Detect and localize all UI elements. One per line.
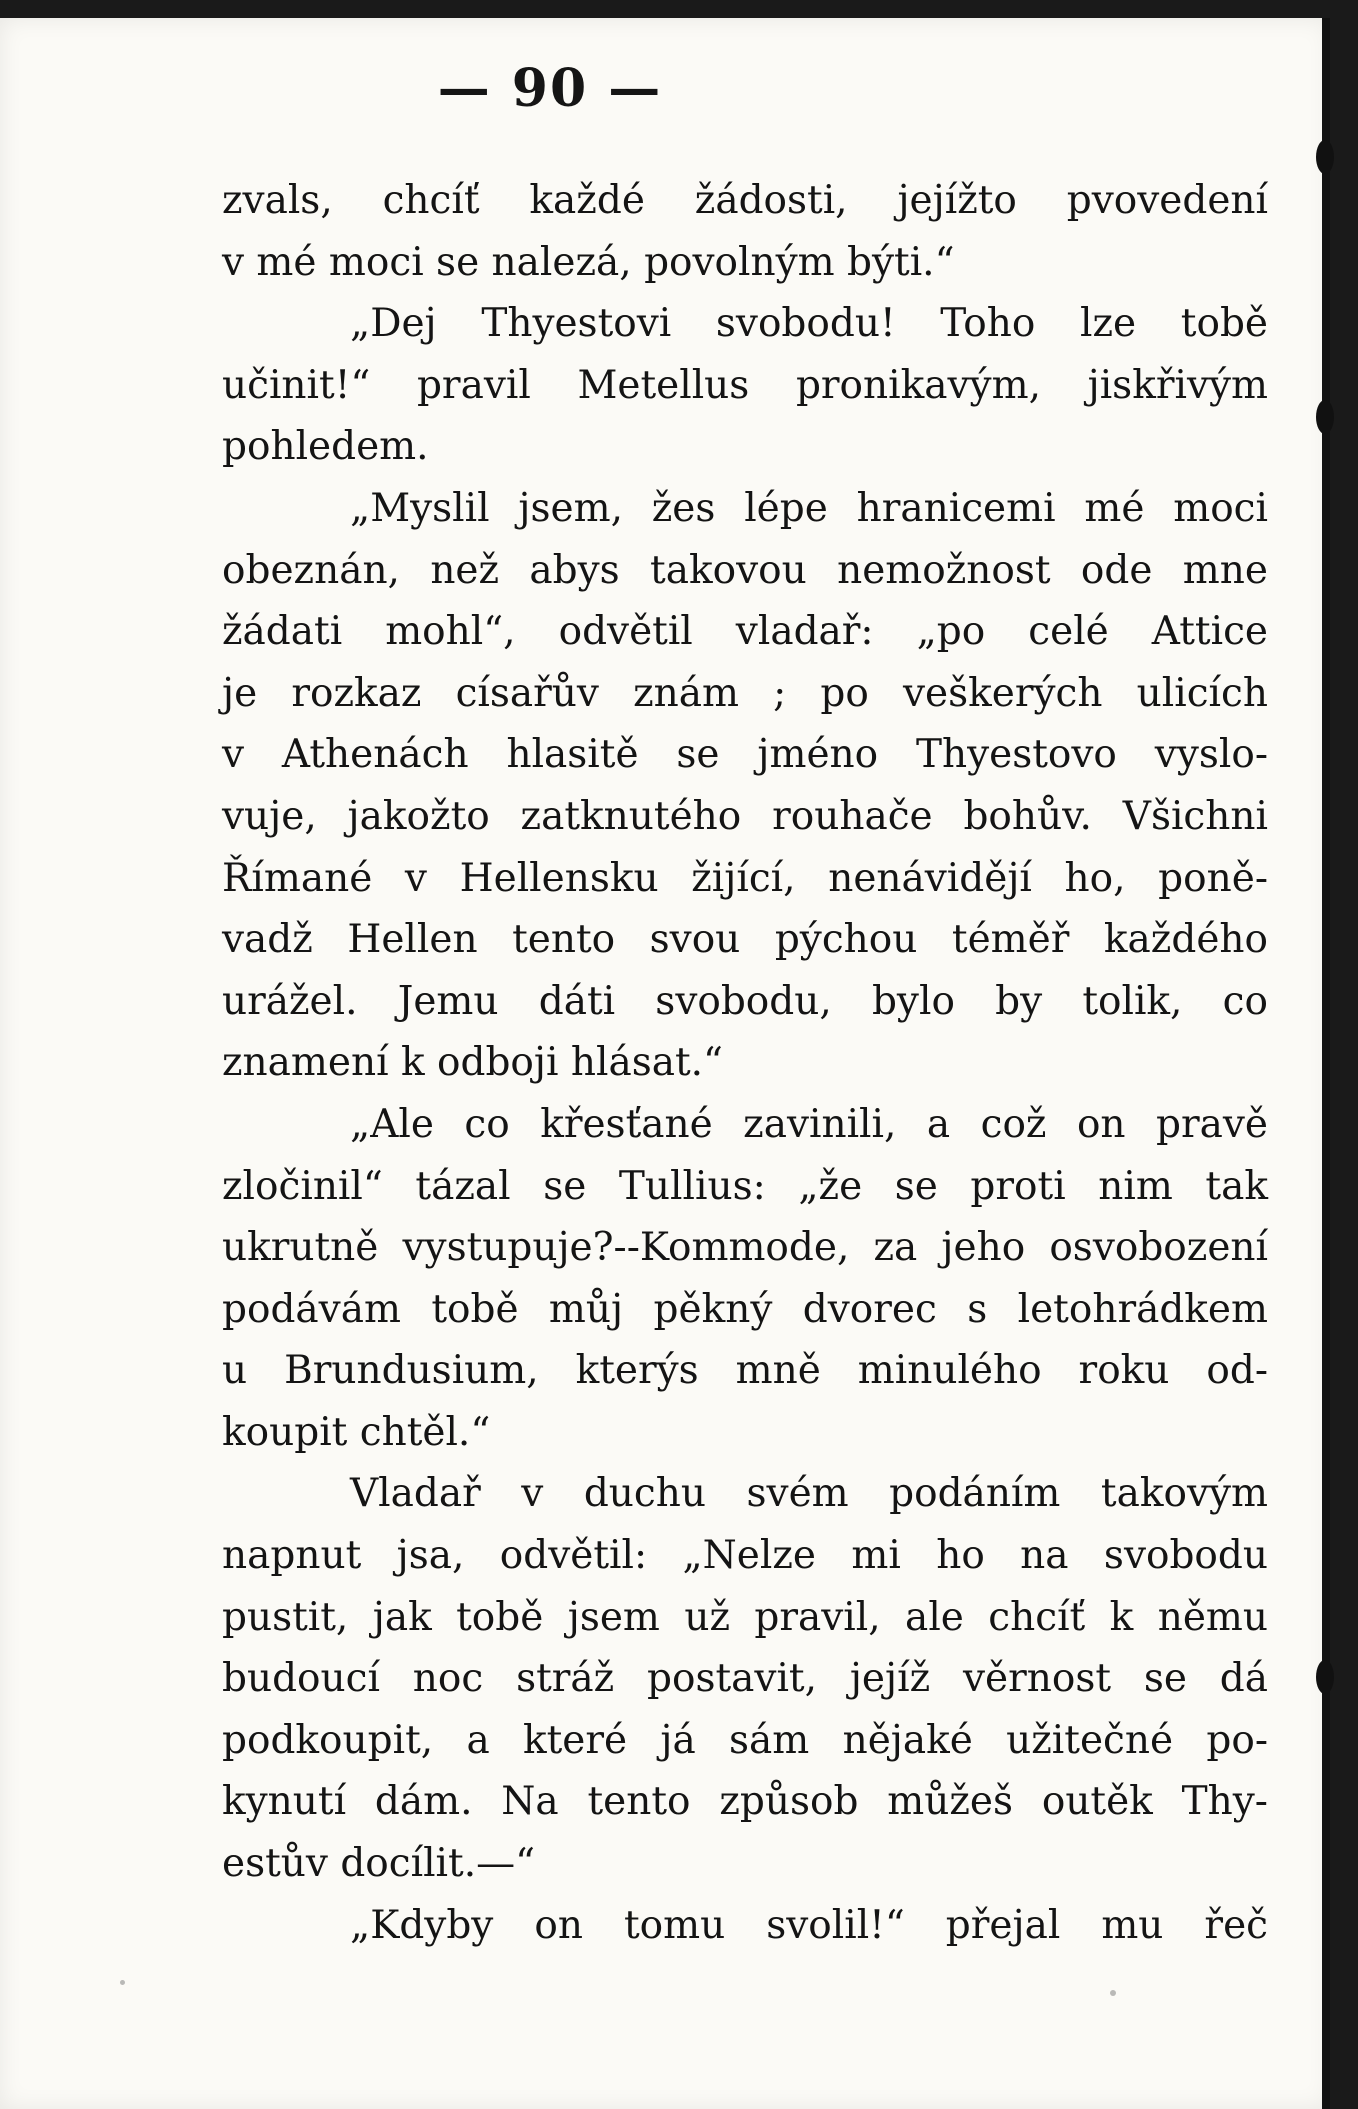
binding-edge — [1322, 18, 1330, 2109]
text-line: zločinil“ tázal se Tullius: „že se proti nim tak — [222, 1163, 1268, 1209]
text-line: učinit!“ pravil Metellus pronikavým, jiskřivým — [222, 362, 1268, 408]
text-line: znamení k odboji hlásat.“ — [222, 1040, 723, 1086]
text-line: v Athenách hlasitě se jméno Thyestovo vyslo- — [222, 732, 1268, 778]
text-line: Římané v Hellensku žijící, nenávidějí ho, poně- — [222, 855, 1268, 901]
text-line: „Kdyby on tomu svolil!“ přejal mu řeč — [350, 1902, 1268, 1948]
text-line: pustit, jak tobě jsem už pravil, ale chcíť k němu — [222, 1594, 1268, 1640]
text-line: estův docílit.—“ — [222, 1841, 536, 1887]
binding-mark — [1316, 140, 1334, 174]
page-number: — 90 — — [437, 58, 663, 119]
text-line: podávám tobě můj pěkný dvorec s letohrádkem — [222, 1286, 1268, 1332]
text-line: koupit chtěl.“ — [222, 1409, 491, 1455]
text-line: obeznán, než abys takovou nemožnost ode mne — [222, 547, 1268, 593]
text-line: vadž Hellen tento svou pýchou téměř každého — [222, 917, 1268, 963]
text-line: kynutí dám. Na tento způsob můžeš outěk Thy- — [222, 1779, 1268, 1825]
text-line: „Myslil jsem, žes lépe hranicemi mé moci — [350, 485, 1268, 531]
text-line: budoucí noc stráž postavit, jejíž věrnost se dá — [222, 1656, 1268, 1702]
text-line: Vladař v duchu svém podáním takovým — [350, 1471, 1268, 1517]
text-line: vuje, jakožto zatknutého rouhače bohův. Všichni — [222, 793, 1268, 839]
text-line: zvals, chcíť každé žádosti, jejížto pvovedení — [222, 178, 1268, 223]
binding-mark — [1316, 1660, 1334, 1694]
binding-mark — [1316, 400, 1334, 434]
text-line: u Brundusium, kterýs mně minulého roku od- — [222, 1348, 1268, 1394]
text-line: žádati mohl“, odvětil vladař: „po celé Attice — [222, 609, 1268, 655]
text-line: „Dej Thyestovi svobodu! Toho lze tobě — [350, 301, 1268, 347]
text-line: je rozkaz císařův znám ; po veškerých ulicích — [222, 670, 1268, 716]
page-text — [222, 170, 1268, 1956]
paper-speck — [120, 1980, 125, 1985]
text-line: urážel. Jemu dáti svobodu, bylo by tolik, co — [222, 978, 1268, 1024]
text-line: v mé moci se nalezá, povolným býti.“ — [222, 239, 955, 285]
paper-speck — [1110, 1990, 1116, 1996]
text-line: ukrutně vystupuje?--Kommode, za jeho osvobození — [222, 1225, 1268, 1271]
text-line: „Ale co křesťané zavinili, a což on pravě — [350, 1101, 1268, 1147]
text-line: napnut jsa, odvětil: „Nelze mi ho na svobodu — [222, 1533, 1268, 1579]
text-line: pohledem. — [222, 424, 429, 470]
text-line: podkoupit, a které já sám nějaké užitečné po- — [222, 1717, 1268, 1763]
